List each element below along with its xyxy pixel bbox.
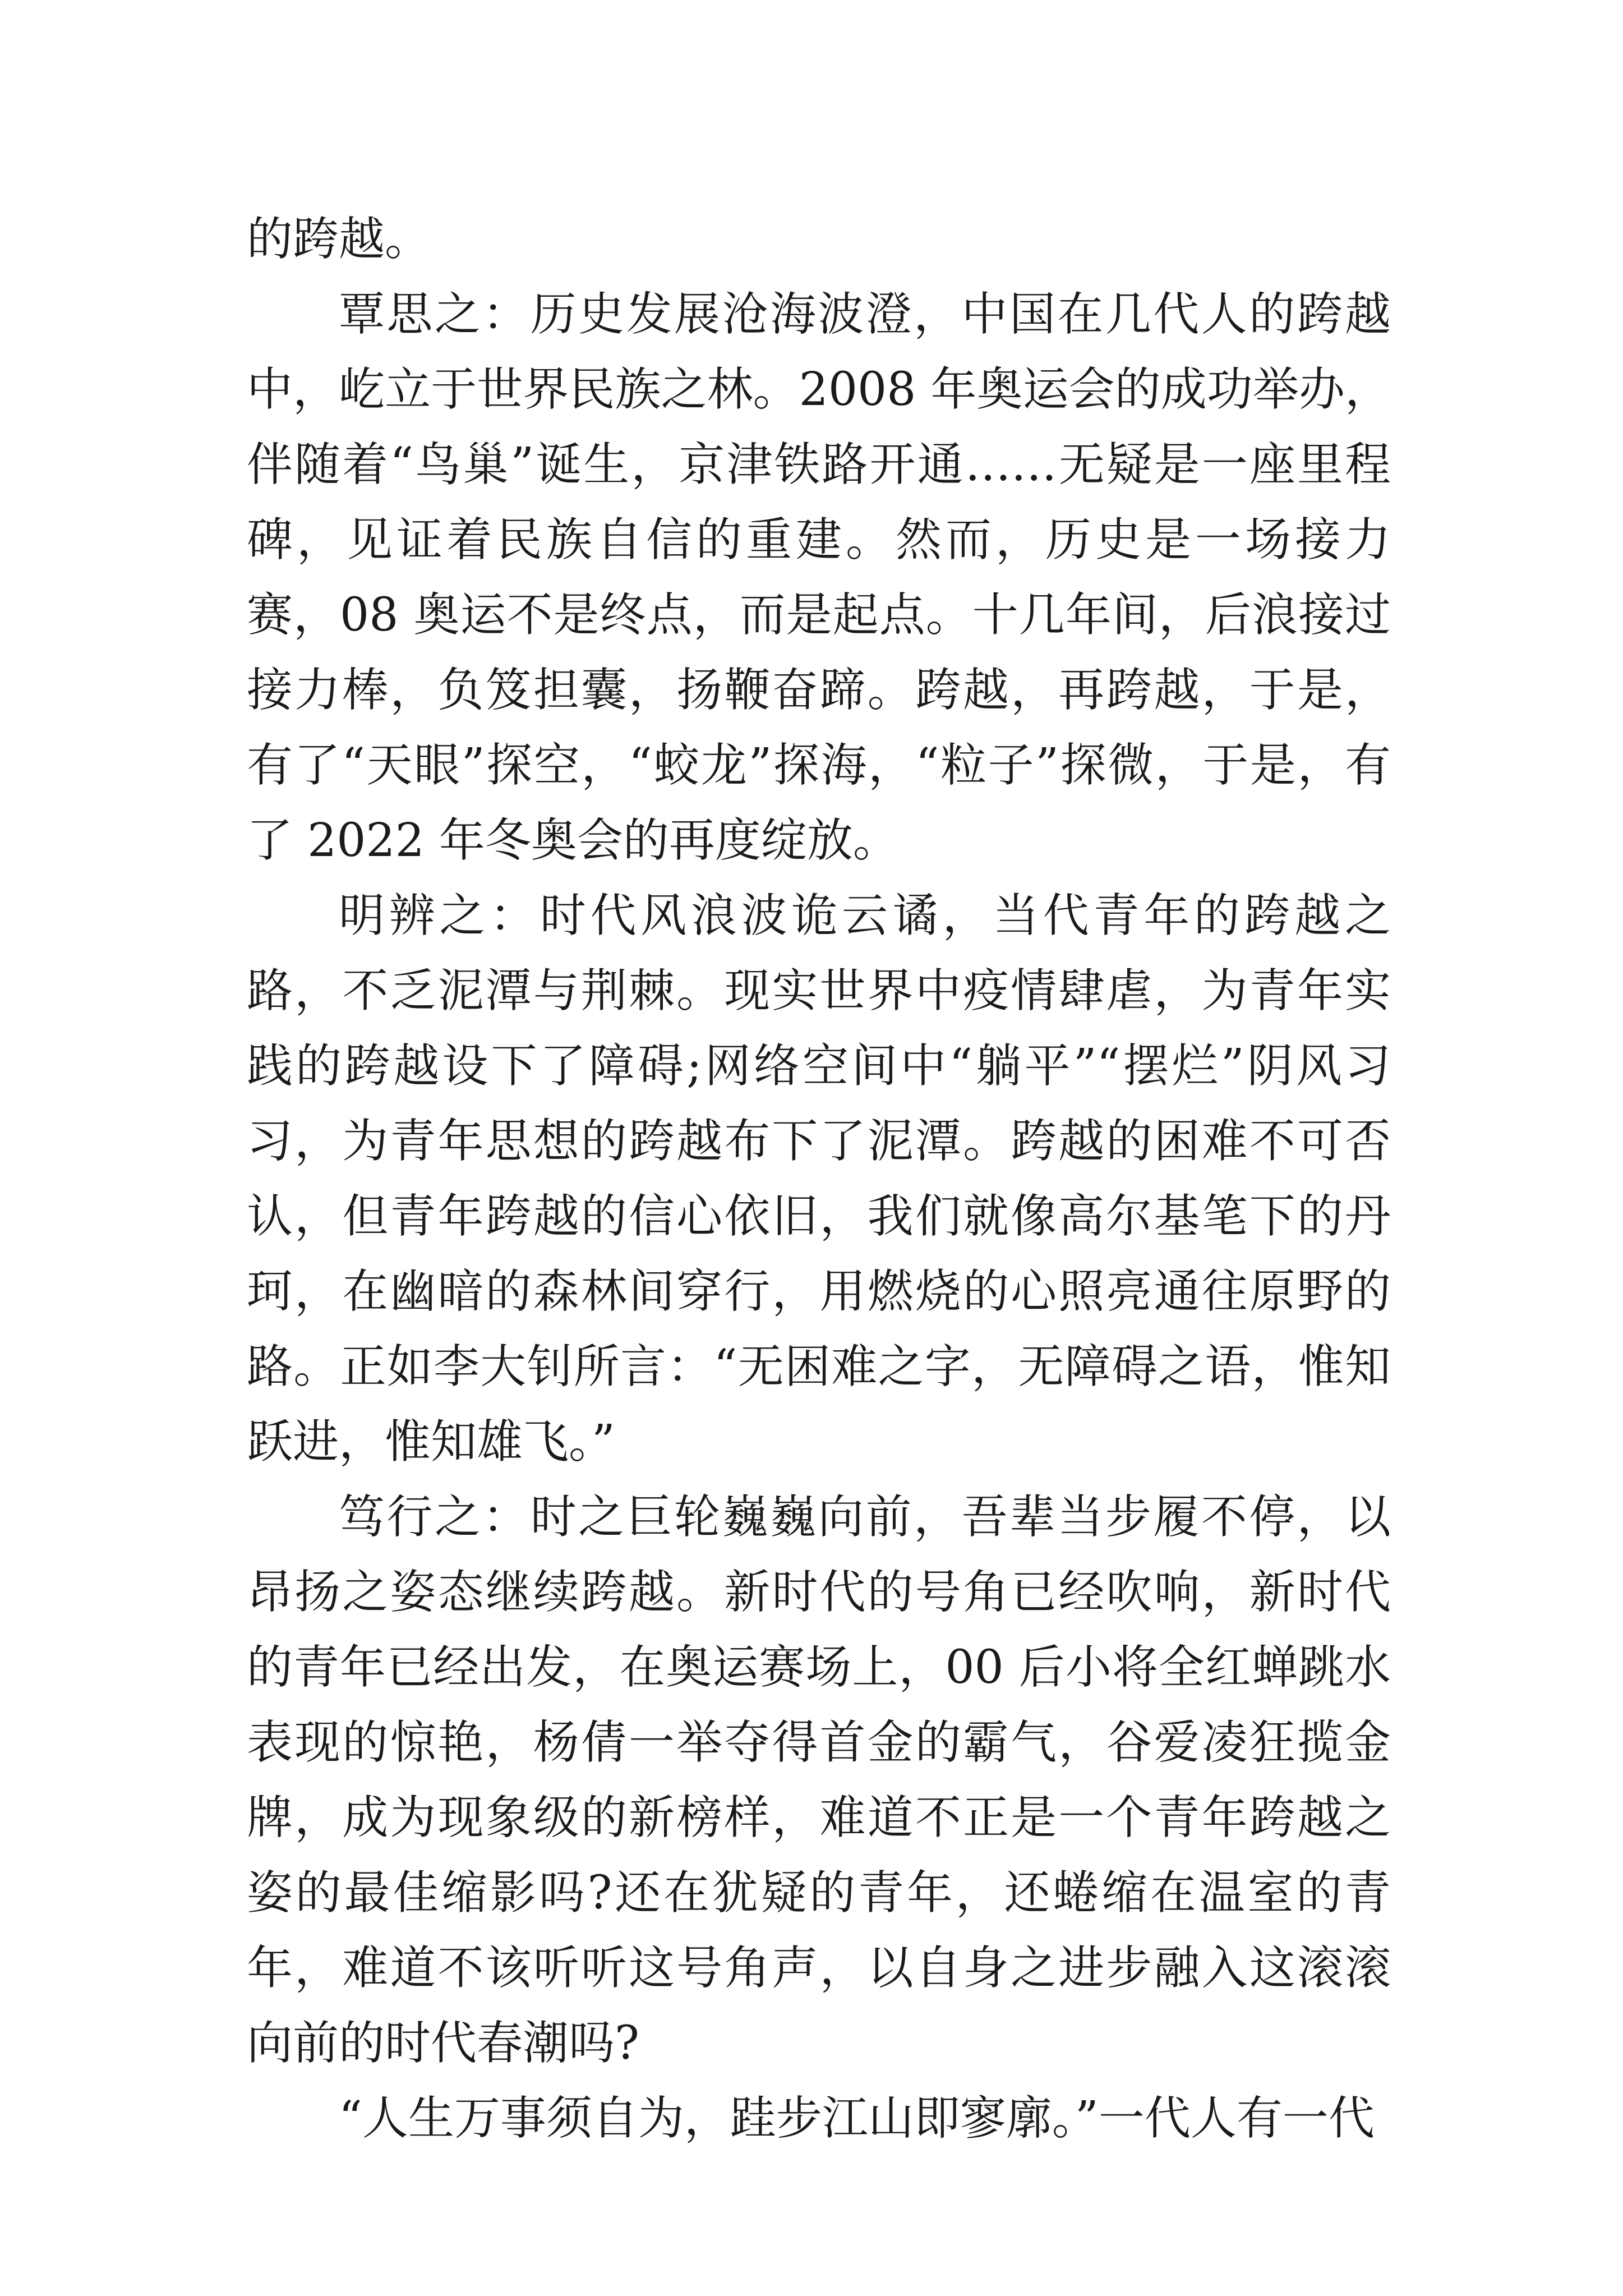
paragraph-reflect: 覃思之：历史发展沧海波澄，中国在几代人的跨越中，屹立于世界民族之林。2008 年奥运会的成功举办，伴随着“鸟巢”诞生，京津铁路开通……无疑是一座里程碑，见证着民族自信的重建。然而，历史是一场接力赛，08 奥运不是终点，而是起点。十几年间，后浪接过接力棒，负笈担囊，扬鞭奋蹄。跨越，再跨越，于是，有了“天眼”探空，“蛟龙”探海，“粒子”探微，于是，有了 2022 年冬奥会的再度绽放。 [247, 288, 1391, 867]
body-text [247, 202, 1391, 2156]
paragraph-discern: 明辨之：时代风浪波诡云谲，当代青年的跨越之路，不乏泥潭与荆棘。现实世界中疫情肆虐，为青年实践的跨越设下了障碍;网络空间中“躺平”“摆烂”阴风习习，为青年思想的跨越布下了泥潭。跨越的困难不可否认，但青年跨越的信心依旧，我们就像高尔基笔下的丹珂，在幽暗的森林间穿行，用燃烧的心照亮通往原野的路。正如李大钊所言：“无困难之字，无障碍之语，惟知跃进，惟知雄飞。” [247, 889, 1391, 1469]
paragraph-quote: “人生万事须自为，跬步江山即寥廓。”一代人有一代 [339, 2092, 1375, 2145]
paragraph-practice: 笃行之：时之巨轮巍巍向前，吾辈当步履不停，以昂扬之姿态继续跨越。新时代的号角已经吹响，新时代的青年已经出发，在奥运赛场上，00 后小将全红蝉跳水表现的惊艳，杨倩一举夺得首金的霸气，谷爱凌狂揽金牌，成为现象级的新榜样，难道不正是一个青年跨越之姿的最佳缩影吗?还在犹疑的青年，还蜷缩在温室的青年，难道不该听听这号角声，以自身之进步融入这滚滚向前的时代春潮吗? [247, 1490, 1391, 2070]
paragraph-continuation: 的跨越。 [247, 213, 431, 266]
